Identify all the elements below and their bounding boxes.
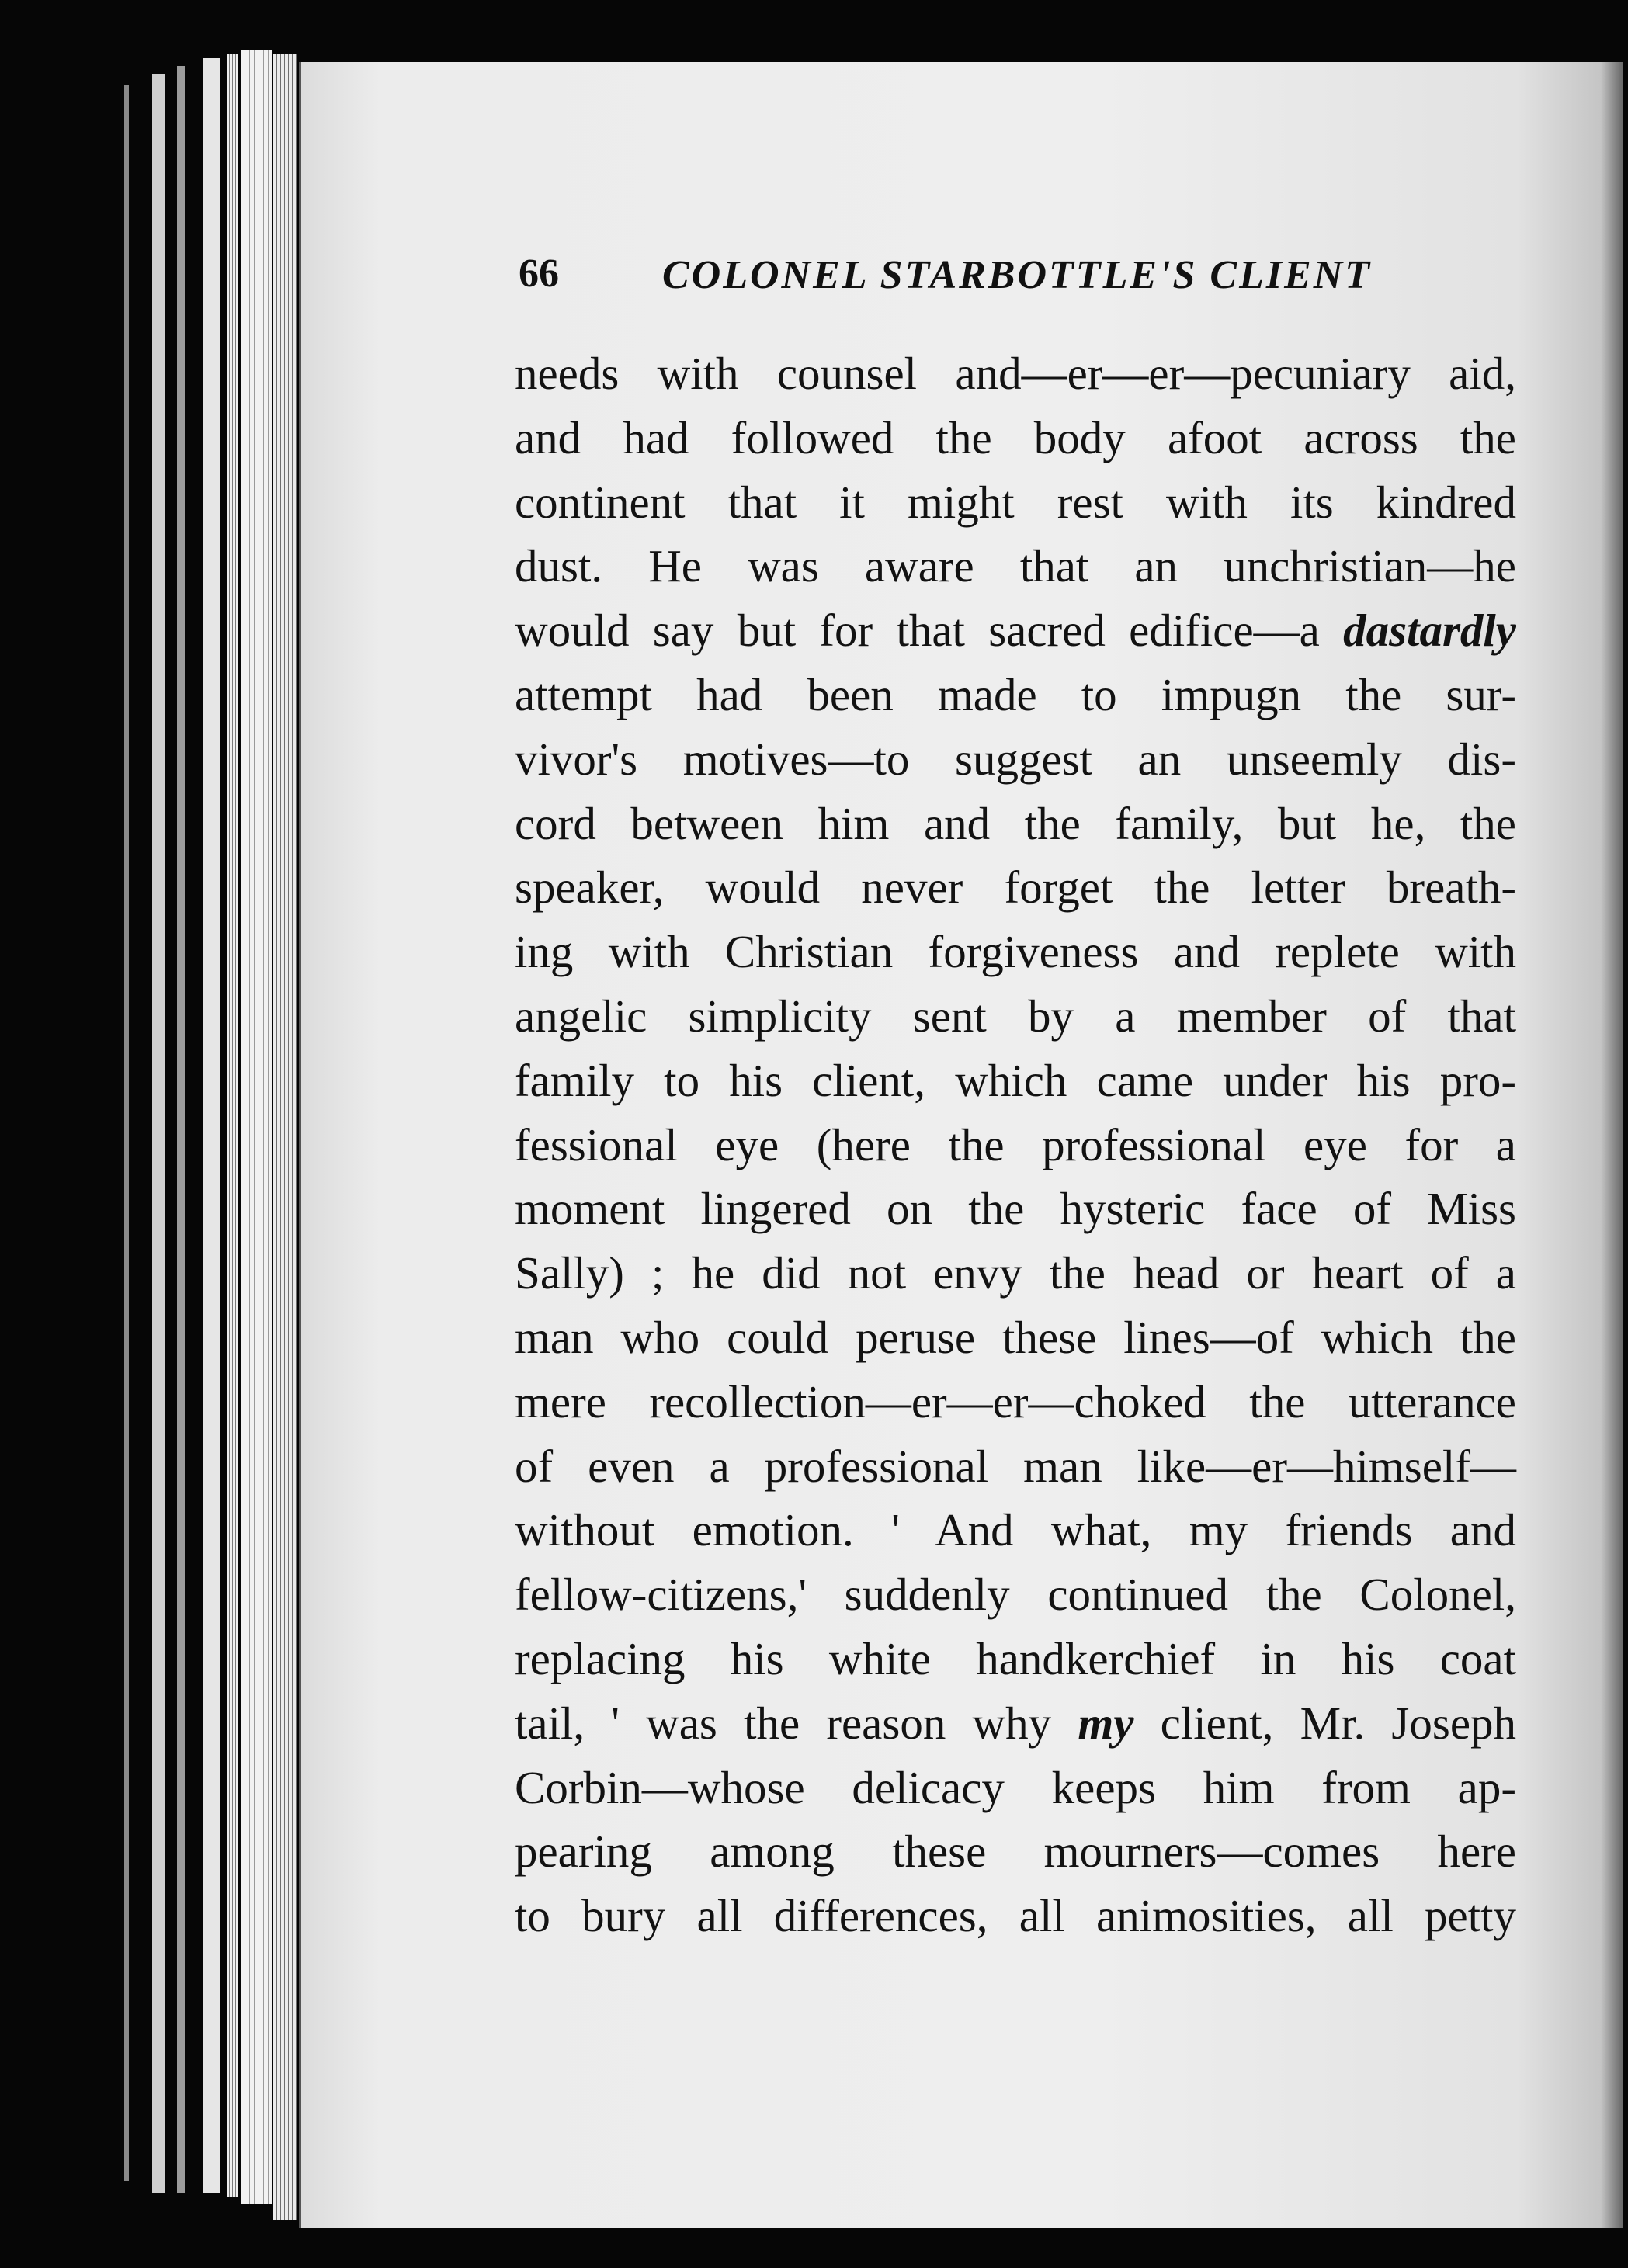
text-line: to bury all differences, all animosities, all petty (515, 1890, 1516, 1942)
book-page (299, 62, 1623, 2228)
page-edge (152, 74, 165, 2193)
text-line: man who could peruse these lines—of which the (515, 1311, 1516, 1363)
body-text (515, 342, 1516, 1948)
text-line: needs with counsel and—er—er—pecuniary aid, (515, 348, 1516, 399)
text-line: Corbin—whose delicacy keeps him from ap- (515, 1761, 1516, 1813)
page-edge (273, 54, 297, 2220)
text-line: family to his client, which came under his pro- (515, 1054, 1516, 1106)
page-edge (241, 50, 272, 2204)
text-line: tail, ' was the reason why my client, Mr. Joseph (515, 1697, 1517, 1749)
text-line: pearing among these mourners—comes here (515, 1826, 1516, 1878)
text-line: fessional eye (here the professional eye for a (515, 1118, 1516, 1170)
text-line: moment lingered on the hysteric face of Miss (515, 1183, 1516, 1235)
text-line: mere recollection—er—er—choked the utterance (515, 1375, 1516, 1427)
page-edge (227, 54, 238, 2197)
page-edge (203, 58, 220, 2193)
text-line: speaker, would never forget the letter breath- (515, 862, 1516, 914)
italic-word: my (1078, 1697, 1134, 1749)
text-line: cord between him and the family, but he, the (515, 797, 1516, 849)
text-line: fellow-citizens,' suddenly continued the Colonel, (515, 1569, 1516, 1621)
text-line: would say but for that sacred edifice—a dastardly (515, 605, 1516, 657)
text-line: dust. He was aware that an unchristian—he (515, 540, 1516, 592)
text-line: vivor's motives—to suggest an unseemly dis- (515, 733, 1516, 785)
page-edge (124, 85, 129, 2181)
text-line: ing with Christian forgiveness and replete with (515, 926, 1516, 978)
text-line: Sally) ; he did not envy the head or heart of a (515, 1247, 1516, 1299)
text-line: without emotion. ' And what, my friends and (515, 1504, 1516, 1556)
running-head: COLONEL STARBOTTLE'S CLIENT (662, 253, 1373, 297)
page-edge (177, 66, 185, 2193)
text-line: and had followed the body afoot across the (515, 411, 1516, 463)
text-line: angelic simplicity sent by a member of that (515, 990, 1516, 1042)
page-header (519, 244, 1543, 307)
italic-word: dastardly (1343, 605, 1516, 657)
text-line: continent that it might rest with its kindred (515, 476, 1516, 528)
page-number: 66 (519, 251, 559, 296)
text-line: attempt had been made to impugn the sur- (515, 668, 1516, 720)
text-line: replacing his white handkerchief in his coat (515, 1632, 1516, 1684)
text-line: of even a professional man like—er—himself— (515, 1440, 1516, 1492)
